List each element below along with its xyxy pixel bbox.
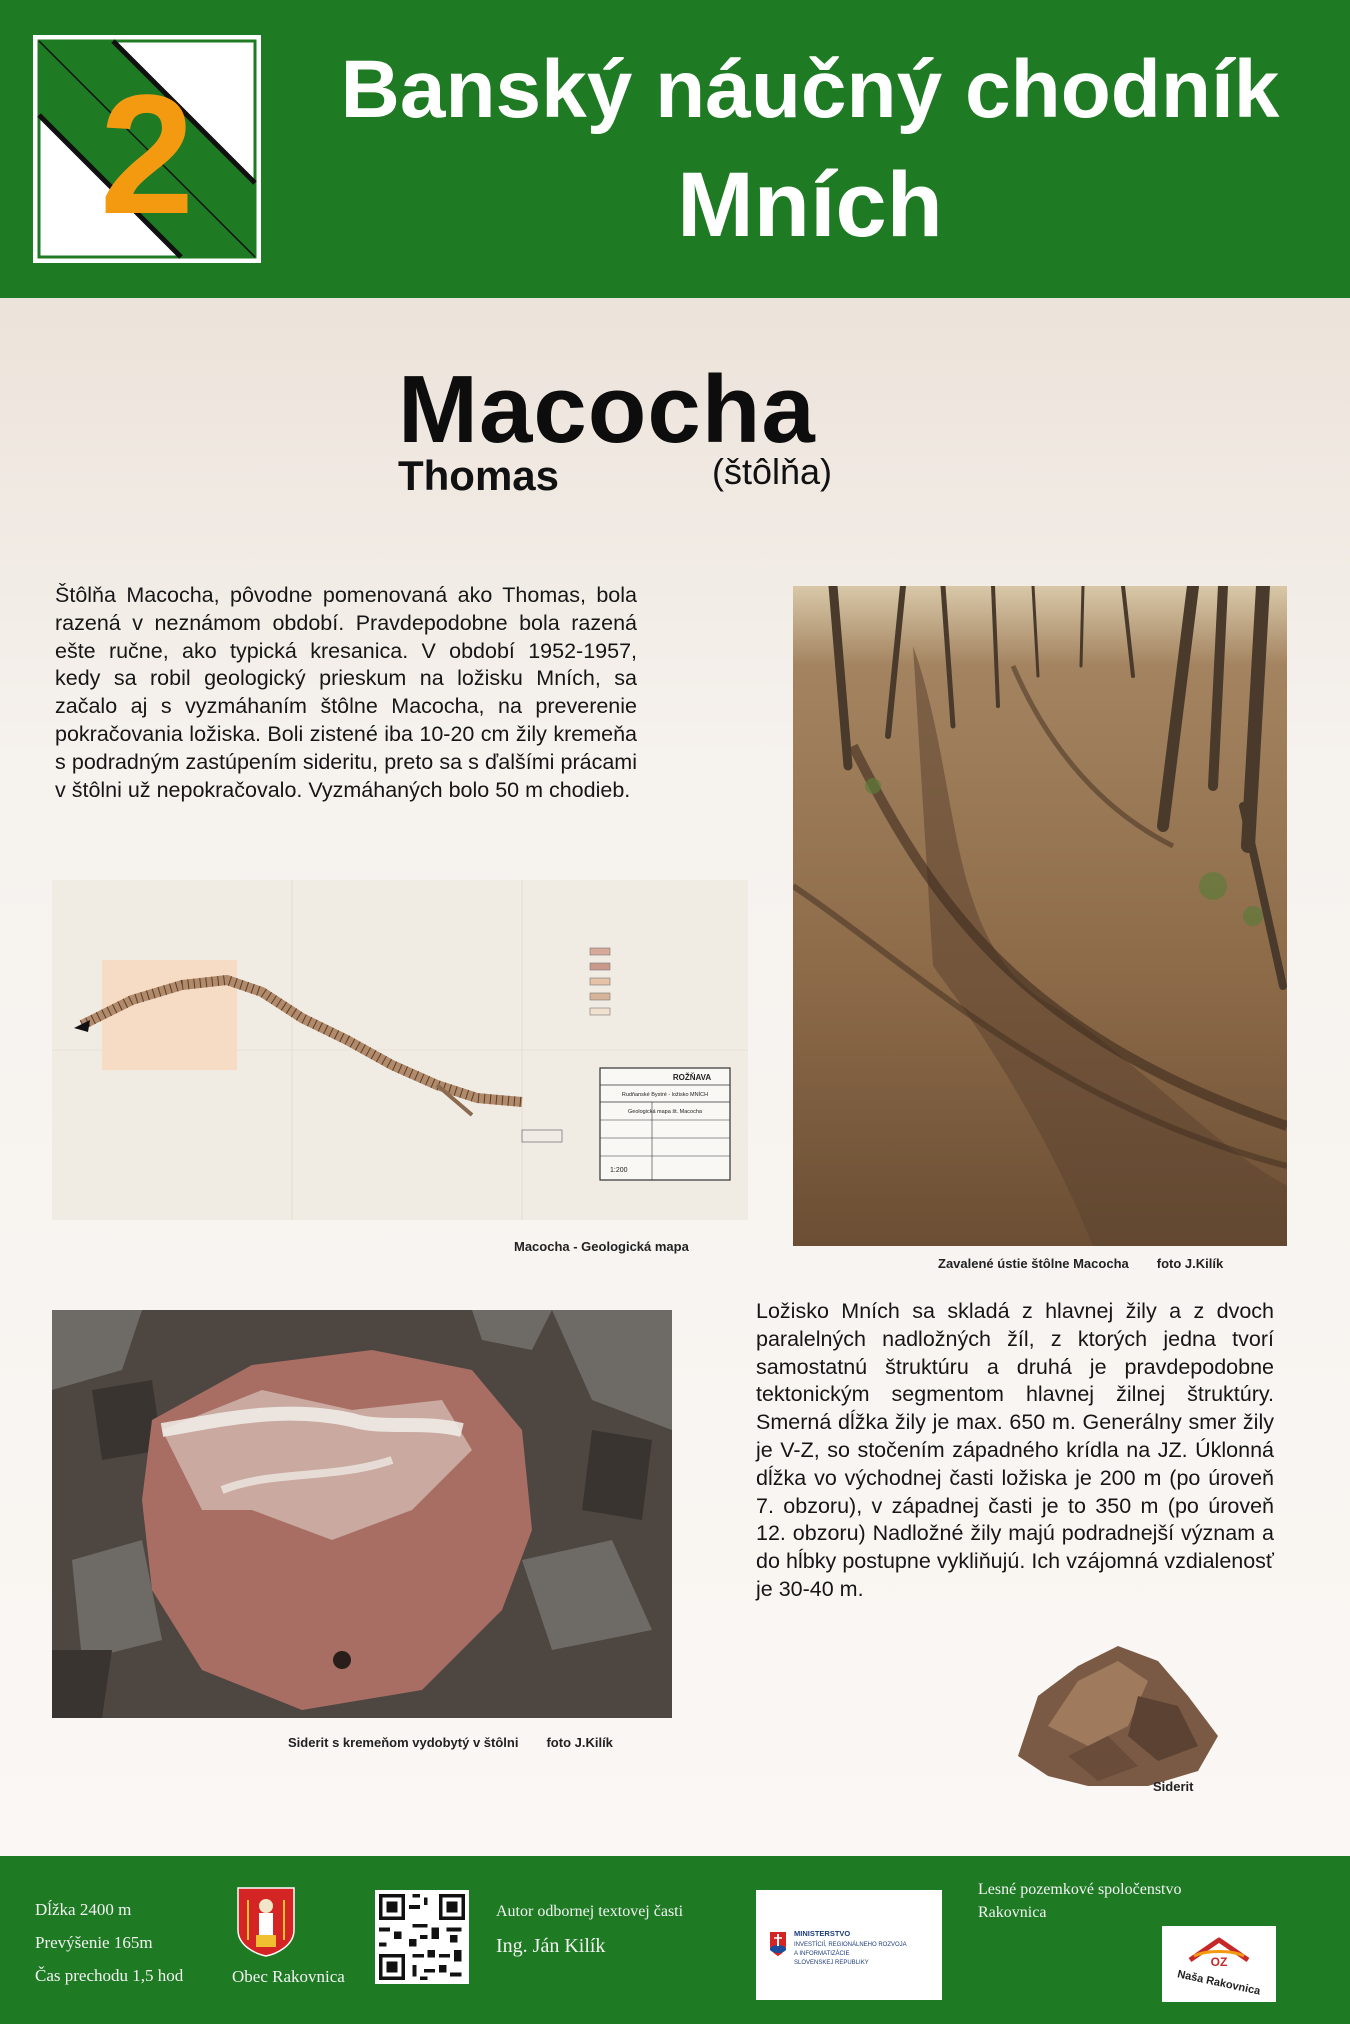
siderite-mineral-image	[1008, 1636, 1230, 1792]
forest-image	[793, 586, 1287, 1246]
trail-length: Dĺžka 2400 m	[35, 1900, 132, 1919]
map-stamp-title: ROŽŇAVA	[672, 1073, 712, 1082]
deposit-paragraph: Ložisko Mních sa skladá z hlavnej žily a z dvoch paralelných nadložných žíl, z ktorých jedna tvorí samostatnú štruktúru a druhá je pravdepodobne tektonickým segmentom hlavnej žilnej štruktúry. Smerná dĺžka žily je max. 650 m. Generálny smer žily je V-Z, so stočením západného krídla na JZ. Úklonná dĺžka vo východnej časti ložiska je 200 m (po úroveň 7. obzoru), v západnej časti je to 350 m (po úroveň 12. obzoru) Nadložné žily majú podradnejší význam a do hĺbky postupne vykliňujú. Ich vzájomná vzdialenosť je 30-40 m.	[756, 1299, 1274, 1601]
former-name: Thomas	[398, 452, 560, 499]
qr-code[interactable]	[375, 1890, 469, 1984]
mineral-caption: Siderit	[1153, 1779, 1194, 1794]
portal-caption-text: Zavalené ústie štôlne Macocha	[938, 1256, 1129, 1271]
society-line2: Rakovnica	[978, 1904, 1047, 1921]
author-name: Ing. Ján Kilík	[496, 1935, 606, 1957]
adit-type: (štôlňa)	[712, 451, 833, 492]
society-line1: Lesné pozemkové spoločenstvo	[978, 1881, 1182, 1898]
map-drawing	[52, 880, 748, 1220]
ministry-logo	[756, 1890, 942, 2000]
portal-caption	[938, 1256, 1223, 1271]
ore-caption	[288, 1735, 613, 1750]
oz-badge: OZ	[1210, 1955, 1228, 1969]
map-stamp-line1: Rudňanské Bystré - ložisko MNÍCH	[621, 1092, 709, 1098]
trail-elevation: Prevýšenie 165m	[35, 1933, 153, 1952]
map-scale: 1:200	[610, 1167, 628, 1174]
portal-photo	[793, 586, 1287, 1246]
author-label: Autor odbornej textovej časti	[496, 1903, 684, 1920]
ore-credit: foto J.Kilík	[546, 1735, 613, 1750]
ministry-line3: A INFORMATIZÁCIE	[794, 1951, 850, 1957]
oz-logo	[1162, 1926, 1276, 2002]
siderite-quartz-image	[52, 1310, 672, 1718]
portal-credit: foto J.Kilík	[1156, 1256, 1224, 1271]
footer-banner	[0, 1856, 1350, 2024]
coat-of-arms-icon	[236, 1886, 296, 1958]
page-title: Macocha	[398, 356, 816, 463]
map-stamp-line2: Geologická mapa št. Macocha	[628, 1109, 702, 1115]
oz-name: Naša Rakovnica	[1176, 1968, 1262, 1998]
geological-map	[52, 880, 748, 1220]
stop-number: 2	[99, 60, 195, 250]
ministry-line1: MINISTERSTVO	[794, 1929, 851, 1938]
map-caption: Macocha - Geologická mapa	[514, 1239, 689, 1254]
qr-code-icon	[375, 1890, 469, 1984]
municipality-name: Obec Rakovnica	[232, 1967, 345, 1986]
ore-caption-text: Siderit s kremeňom vydobytý v štôlni	[288, 1735, 519, 1750]
intro-paragraph: Štôlňa Macocha, pôvodne pomenovaná ako Thomas, bola razená v neznámom období. Pravdepodobne bola razená ešte ručne, ako typická kresanica. V období 1952-1957, kedy sa robil geologický prieskum na ložisku Mních, sa začalo aj s vyzmáhaním štôlne Macocha, na preverenie pokračovania ložiska. Boli zistené iba 10-20 cm žily kremeňa s podradným zastúpením sideritu, preto sa s ďalšími prácami v štôlni už nepokračovalo. Vyzmáhaných bolo 50 m chodieb.	[55, 583, 637, 802]
trail-subtitle: Mních	[677, 154, 943, 256]
siderite-specimen	[1008, 1636, 1230, 1792]
trail-title: Banský náučný chodník	[340, 44, 1280, 135]
header-banner	[0, 0, 1350, 298]
trail-duration: Čas prechodu 1,5 hod	[35, 1966, 184, 1985]
trail-logo	[33, 35, 261, 263]
ministry-line2: INVESTÍCIÍ, REGIONÁLNEHO ROZVOJA	[794, 1942, 907, 1948]
trail-marker-icon	[33, 35, 261, 263]
ministry-line4: SLOVENSKEJ REPUBLIKY	[794, 1960, 869, 1966]
ore-photo	[52, 1310, 672, 1718]
